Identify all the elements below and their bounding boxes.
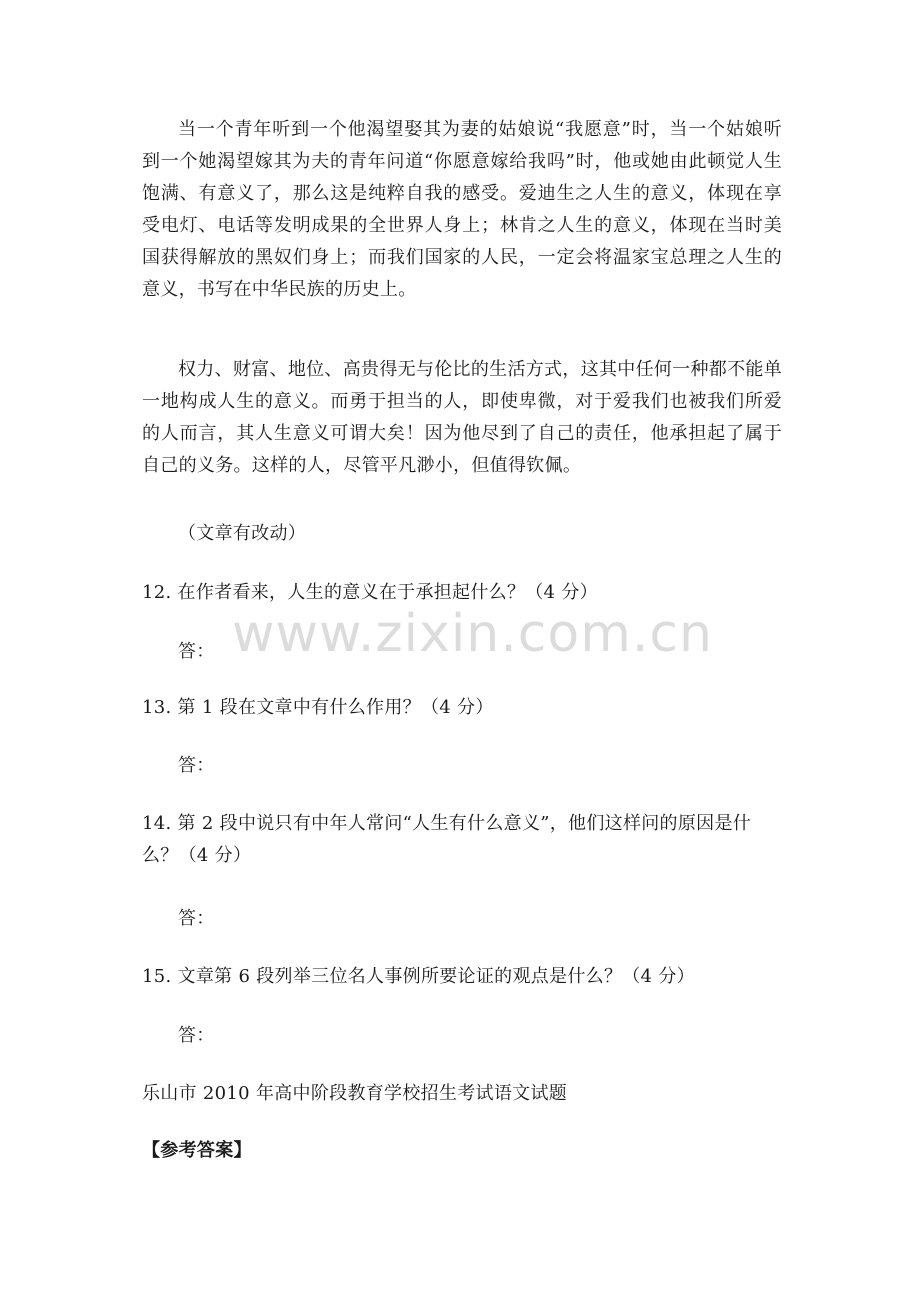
paragraph-2: 权力、财富、地位、高贵得无与伦比的生活方式，这其中任何一种都不能单一地构成人生的意义。而勇于担当的人，即使卑微，对于爱我们也被我们所爱的人而言，其人生意义可谓大矣！因为他尽到了自己的责任，他承担起了属于自己的义务。这样的人，尽管平凡渺小，但值得钦佩。 <box>142 359 782 476</box>
question-13: 13. 第 1 段在文章中有什么作用？（4 分） <box>142 697 494 718</box>
watermark: www.zixin.com.cn <box>232 604 713 664</box>
question-12: 12. 在作者看来，人生的意义在于承担起什么？（4 分） <box>142 582 598 603</box>
exam-title: 乐山市 2010 年高中阶段教育学校招生考试语文试题 <box>142 1083 568 1104</box>
answer-13: 答： <box>178 755 215 776</box>
article-note: （文章有改动） <box>178 523 307 544</box>
answer-12: 答： <box>178 641 215 662</box>
paragraph-1: 当一个青年听到一个他渴望娶其为妻的姑娘说“我愿意”时，当一个姑娘听到一个她渴望嫁其为夫的青年问道“你愿意嫁给我吗”时，他或她由此顿觉人生饱满、有意义了，那么这是纯粹自我的感受。爱迪生之人生的意义，体现在享受电灯、电话等发明成果的全世界人身上；林肯之人生的意义，体现在当时美国获得解放的黑奴们身上；而我们国家的人民，一定会将温家宝总理之人生的意义，书写在中华民族的历史上。 <box>142 119 782 300</box>
answer-14: 答： <box>178 908 215 929</box>
question-15: 15. 文章第 6 段列举三位名人事例所要论证的观点是什么？（4 分） <box>142 966 695 987</box>
question-14: 14. 第 2 段中说只有中年人常问“人生有什么意义”，他们这样问的原因是什么？（4 分） <box>142 813 752 866</box>
reference-answer-heading: 【参考答案】 <box>142 1140 252 1161</box>
answer-15: 答： <box>178 1025 215 1046</box>
